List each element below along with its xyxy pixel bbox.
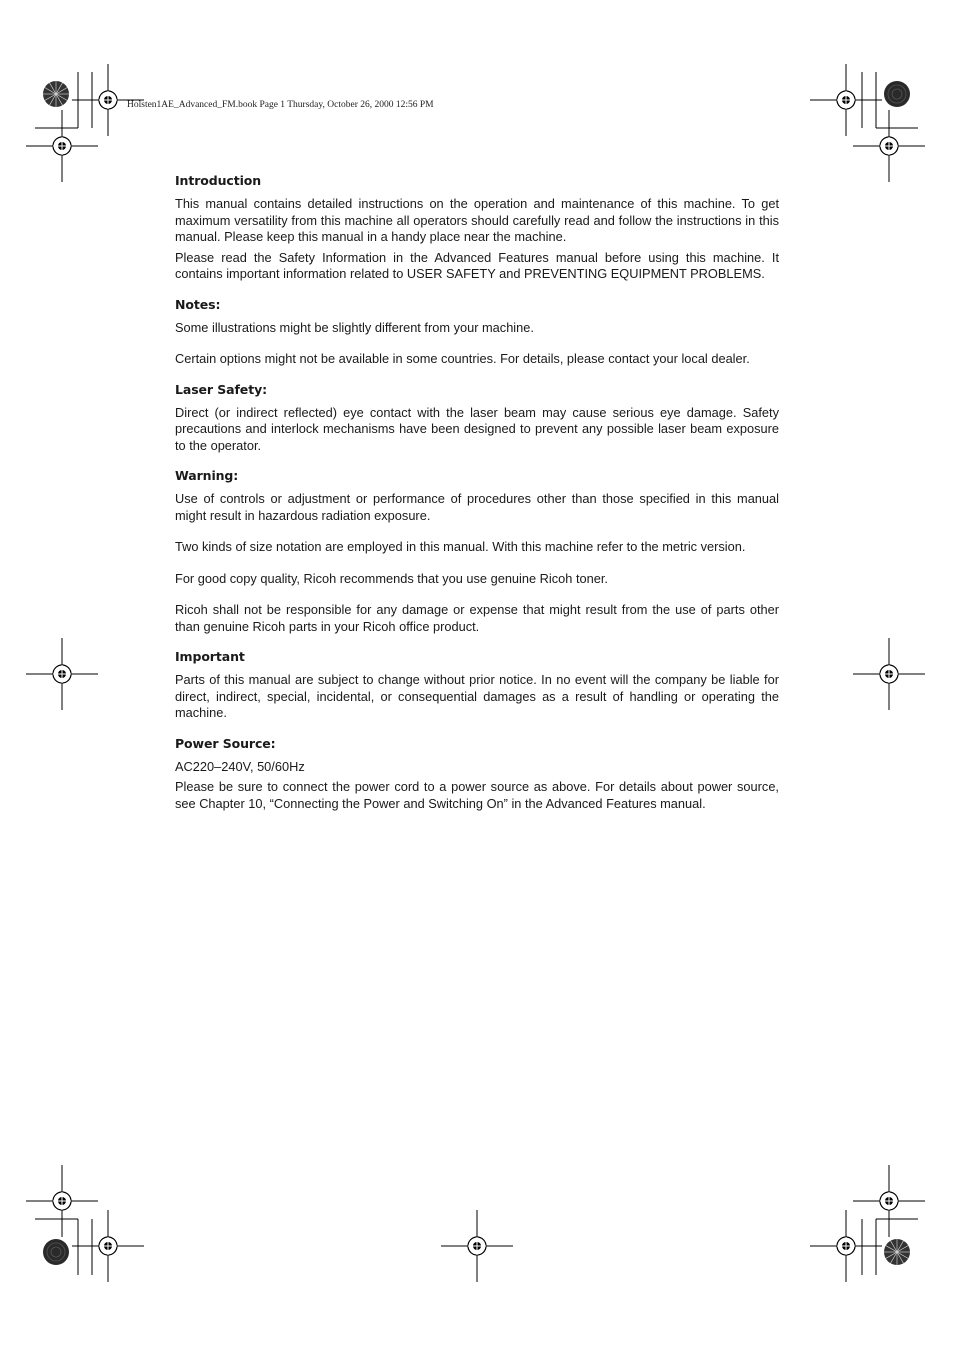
paragraph: Some illustrations might be slightly different from your machine. bbox=[175, 319, 534, 335]
section-important bbox=[175, 648, 779, 722]
paragraph: Please read the Safety Information in the Advanced Features manual before using this machine. It contains important information related to USER SAFETY and PREVENTING EQUIPMENT PROBLEMS. bbox=[175, 249, 779, 281]
section-notes bbox=[175, 296, 779, 368]
heading-laser-safety: Laser Safety: bbox=[175, 381, 268, 397]
paragraph: Use of controls or adjustment or performance of procedures other than those specified in this manual might result in hazardous radiation exposure. bbox=[175, 491, 779, 523]
section-warning bbox=[175, 467, 779, 635]
section-power-source bbox=[175, 735, 779, 813]
heading-power-source: Power Source: bbox=[175, 735, 276, 751]
heading-introduction: Introduction bbox=[175, 173, 262, 188]
heading-notes: Notes: bbox=[175, 296, 221, 312]
paragraph: Parts of this manual are subject to change without prior notice. In no event will the company be liable for direct, indirect, special, incidental, or consequential damages as a result of handling or operating the machine. bbox=[175, 672, 779, 720]
section-introduction bbox=[175, 172, 779, 283]
file-slug: Holsten1AE_Advanced_FM.book Page 1 Thursday, October 26, 2000 12:56 PM bbox=[127, 100, 434, 110]
paragraph: For good copy quality, Ricoh recommends that you use genuine Ricoh toner. bbox=[175, 570, 608, 586]
heading-important: Important bbox=[175, 649, 245, 664]
page-content bbox=[175, 172, 779, 816]
paragraph: Direct (or indirect reflected) eye contact with the laser beam may cause serious eye damage. Safety precautions and interlock mechanisms have been designed to prevent any possible laser beam exposure to the operator. bbox=[175, 404, 779, 453]
paragraph: AC220–240V, 50/60Hz bbox=[175, 758, 305, 774]
paragraph: Please be sure to connect the power cord to a power source as above. For details about power source, see Chapter 10, “Connecting the Power and Switching On” in the Advanced Features manual. bbox=[175, 779, 779, 811]
paragraph: Ricoh shall not be responsible for any damage or expense that might result from the use of parts other than genuine Ricoh parts in your Ricoh office product. bbox=[175, 602, 779, 634]
paragraph: This manual contains detailed instructions on the operation and maintenance of this machine. To get maximum versatility from this machine all operators should carefully read and follow the instructions in this manual. Please keep this manual in a handy place near the machine. bbox=[175, 196, 779, 244]
heading-warning: Warning: bbox=[175, 468, 239, 483]
section-laser-safety bbox=[175, 381, 779, 455]
paragraph: Two kinds of size notation are employed in this manual. With this machine refer to the metric version. bbox=[175, 539, 746, 554]
paragraph: Certain options might not be available in some countries. For details, please contact your local dealer. bbox=[175, 351, 750, 366]
